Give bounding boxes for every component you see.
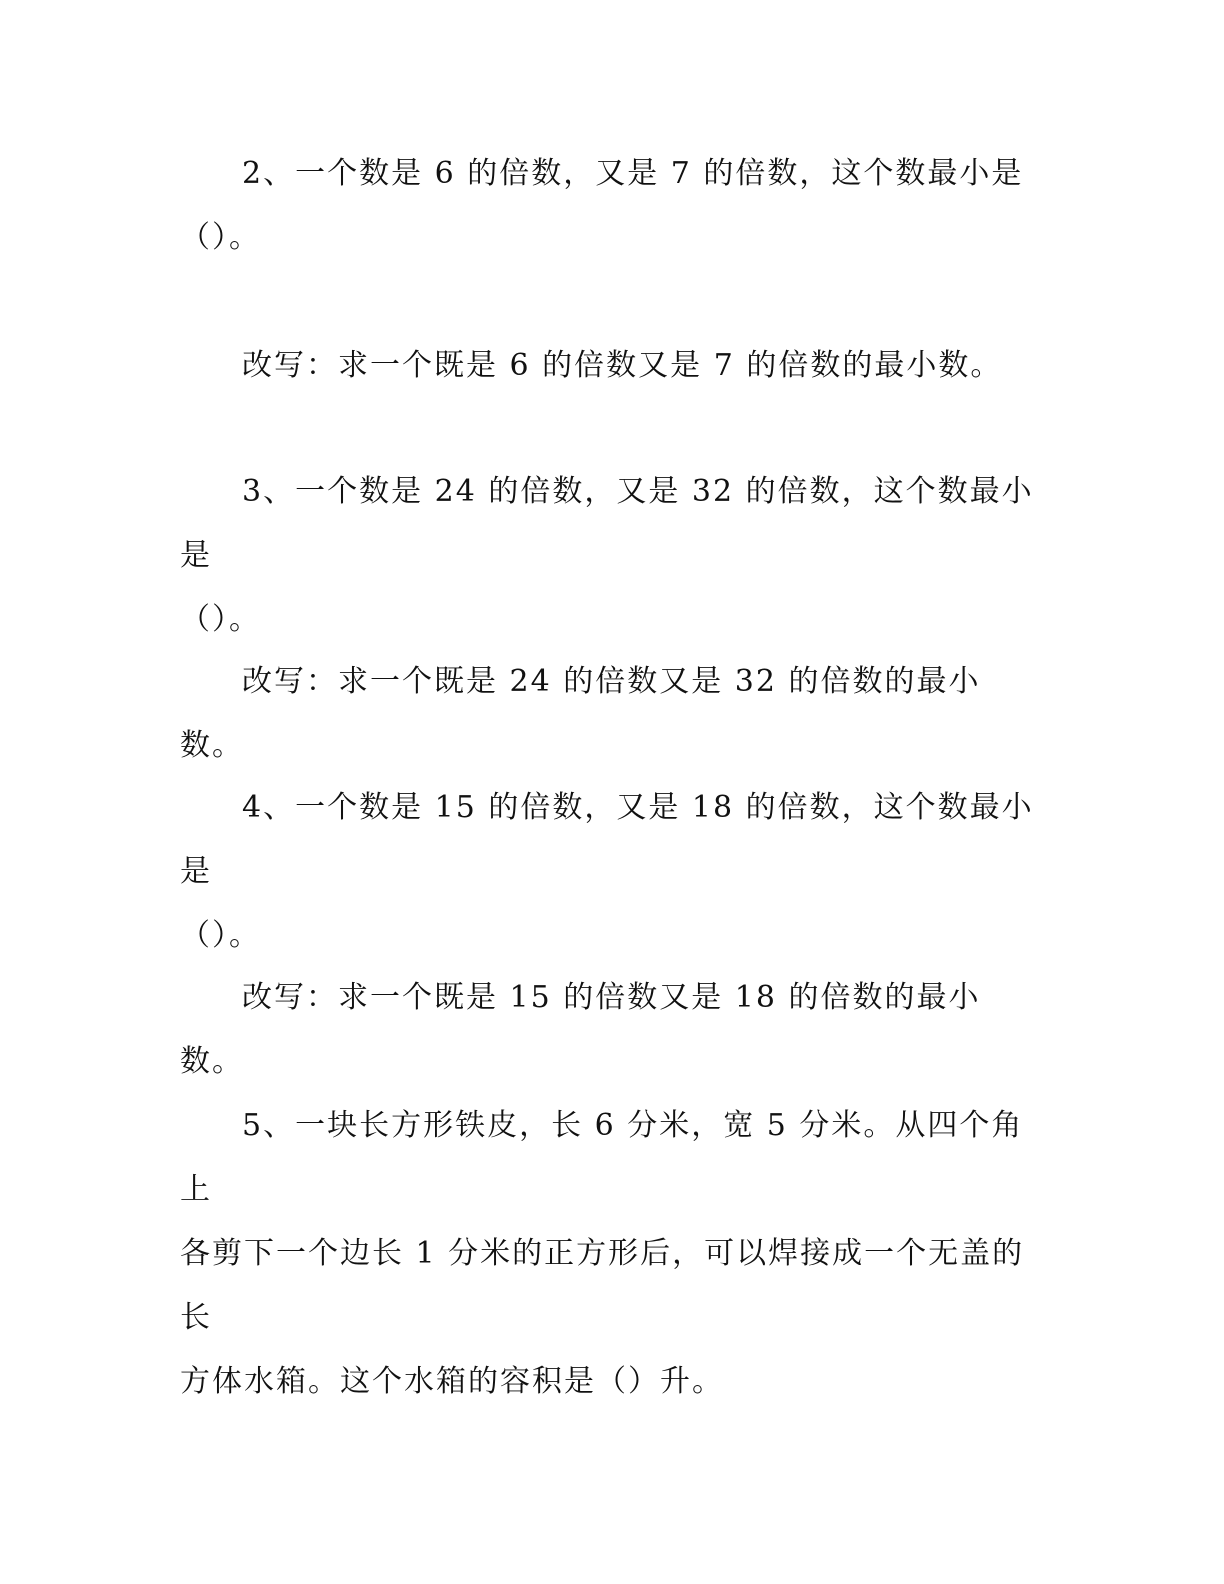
problem-5-line-1: 5、一块长方形铁皮，长 6 分米，宽 5 分米。从四个角上 — [180, 1108, 1024, 1207]
problem-5 — [180, 1094, 1040, 1414]
question-3-line-1: 3、一个数是 24 的倍数，又是 32 的倍数，这个数最小是 — [180, 474, 1034, 573]
rewrite-2 — [180, 334, 1040, 398]
rewrite-4 — [180, 966, 1040, 1094]
question-3 — [180, 460, 1040, 652]
rewrite-4-text: 改写：求一个既是 15 的倍数又是 18 的倍数的最小数。 — [180, 980, 981, 1079]
question-4-line-1: 4、一个数是 15 的倍数，又是 18 的倍数，这个数最小是 — [180, 790, 1034, 889]
rewrite-3-text: 改写：求一个既是 24 的倍数又是 32 的倍数的最小数。 — [180, 664, 981, 763]
question-4-line-2: （）。 — [180, 918, 261, 953]
problem-5-line-2: 各剪下一个边长 1 分米的正方形后，可以焊接成一个无盖的长 — [180, 1236, 1025, 1335]
problem-5-line-3: 方体水箱。这个水箱的容积是（）升。 — [180, 1364, 724, 1399]
question-2-line-2: （）。 — [180, 220, 261, 255]
rewrite-3 — [180, 650, 1040, 778]
question-2-line-1: 2、一个数是 6 的倍数，又是 7 的倍数，这个数最小是 — [242, 156, 1024, 191]
question-4 — [180, 776, 1040, 968]
rewrite-2-text: 改写：求一个既是 6 的倍数又是 7 的倍数的最小数。 — [242, 348, 1003, 383]
question-2 — [180, 142, 1040, 270]
question-3-line-2: （）。 — [180, 602, 261, 637]
